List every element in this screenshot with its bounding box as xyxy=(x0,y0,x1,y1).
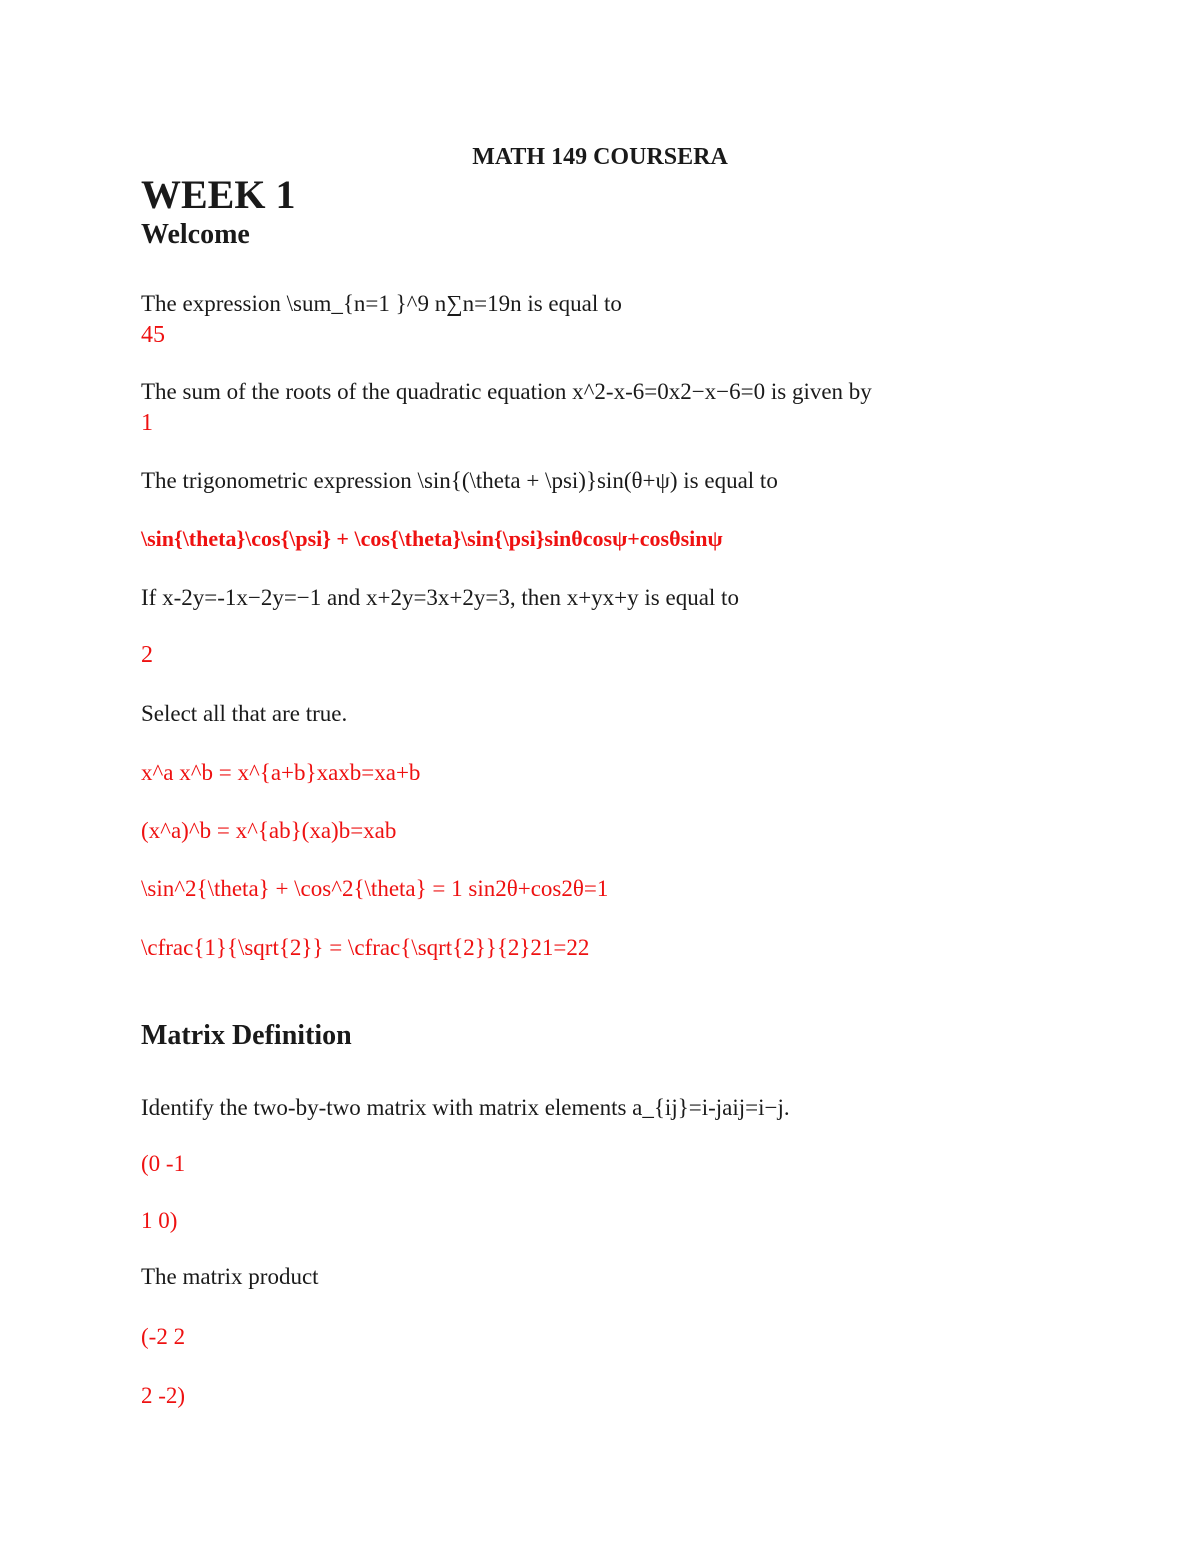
week-heading: WEEK 1 xyxy=(141,172,296,217)
answer-matrix-row-1: (0 -1 xyxy=(141,1151,186,1176)
question-linear-system: If x-2y=-1x−2y=−1 and x+2y=3x+2y=3, then x+yx+y is equal to xyxy=(141,585,739,610)
answer-matrix-product-row-1: (-2 2 xyxy=(141,1324,186,1349)
section-heading-welcome: Welcome xyxy=(141,219,250,250)
answer-trig-expression: \sin{\theta}\cos{\psi} + \cos{\theta}\sin{\psi}sinθcosψ+cosθsinψ xyxy=(141,526,723,551)
question-matrix-elements: Identify the two-by-two matrix with matrix elements a_{ij}=i-jaij=i−j. xyxy=(141,1095,790,1120)
answer-quadratic-roots: 1 xyxy=(141,410,153,436)
answer-sqrt-fraction: \cfrac{1}{\sqrt{2}} = \cfrac{\sqrt{2}}{2}21=22 xyxy=(141,935,590,960)
section-heading-matrix-definition: Matrix Definition xyxy=(141,1020,352,1051)
answer-matrix-row-2: 1 0) xyxy=(141,1208,178,1233)
question-sum-expression: The expression \sum_{n=1 }^9 n∑n=19n is equal to xyxy=(141,291,622,316)
answer-exponent-product: x^a x^b = x^{a+b}xaxb=xa+b xyxy=(141,760,421,785)
answer-pythagorean-identity: \sin^2{\theta} + \cos^2{\theta} = 1 sin2θ+cos2θ=1 xyxy=(141,876,609,901)
answer-matrix-product-row-2: 2 -2) xyxy=(141,1383,186,1408)
question-trig-expression: The trigonometric expression \sin{(\theta + \psi)}sin(θ+ψ) is equal to xyxy=(141,468,778,493)
question-matrix-product: The matrix product xyxy=(141,1264,319,1289)
question-quadratic-roots: The sum of the roots of the quadratic equation x^2-x-6=0x2−x−6=0 is given by xyxy=(141,379,872,404)
answer-linear-system: 2 xyxy=(141,642,153,668)
answer-exponent-power: (x^a)^b = x^{ab}(xa)b=xab xyxy=(141,818,397,843)
answer-sum-expression: 45 xyxy=(141,322,165,348)
document-title: MATH 149 COURSERA xyxy=(472,144,728,170)
question-select-true: Select all that are true. xyxy=(141,701,348,726)
